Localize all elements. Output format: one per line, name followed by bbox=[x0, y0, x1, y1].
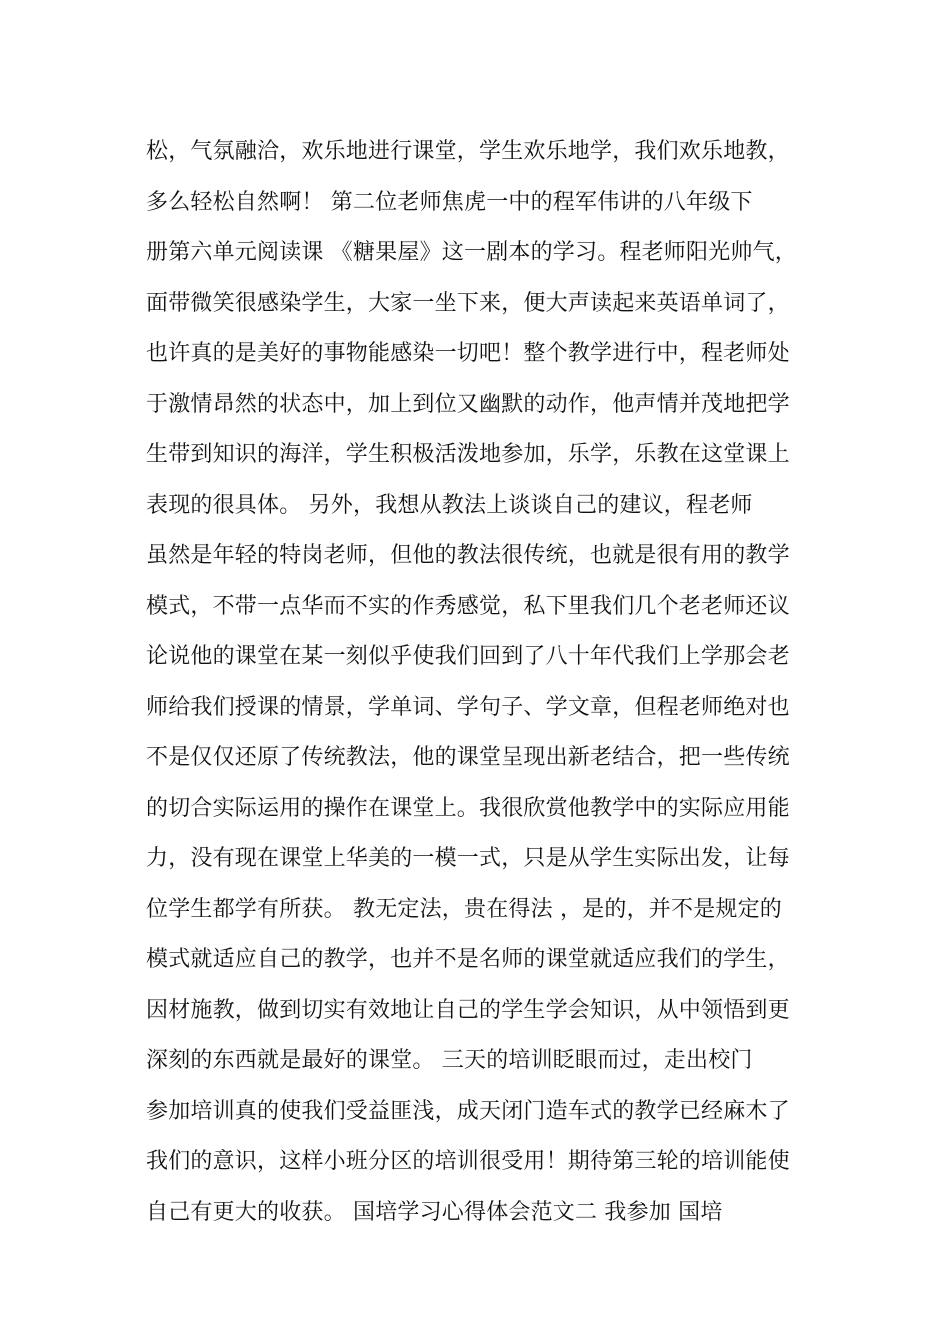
text-line: 的切合实际运用的操作在课堂上。我很欣赏他教学中的实际应用能 bbox=[146, 795, 790, 821]
text-line: 模式就适应自己的教学，也并不是名师的课堂就适应我们的学生， bbox=[146, 947, 790, 972]
text-line: 参加培训真的使我们受益匪浅，成天闭门造车式的教学已经麻木了 bbox=[146, 1098, 790, 1124]
text-line: 力，没有现在课堂上华美的一模一式，只是从学生实际出发，让每 bbox=[146, 846, 790, 871]
text-line: 表现的很具体。 另外，我想从教法上谈谈自己的建议，程老师 bbox=[146, 492, 753, 518]
text-line: 也许真的是美好的事物能感染一切吧！整个教学进行中，程老师处 bbox=[146, 341, 790, 366]
text-line: 不是仅仅还原了传统教法，他的课堂呈现出新老结合，把一些传统 bbox=[146, 745, 790, 770]
text-line: 松，气氛融洽，欢乐地进行课堂，学生欢乐地学，我们欢乐地教， bbox=[146, 139, 790, 164]
text-line: 深刻的东西就是最好的课堂。 三天的培训眨眼而过，走出校门 bbox=[146, 1048, 753, 1073]
text-line: 位学生都学有所获。 教无定法，贵在得法 ，是的，并不是规定的 bbox=[146, 896, 782, 922]
text-line: 于激情昂然的状态中，加上到位又幽默的动作，他声情并茂地把学 bbox=[146, 391, 790, 417]
text-line: 自己有更大的收获。 国培学习心得体会范文二 我参加 国培 bbox=[146, 1199, 723, 1225]
text-line: 我们的意识，这样小班分区的培训很受用！期待第三轮的培训能使 bbox=[146, 1149, 790, 1174]
text-line: 多么轻松自然啊！ 第二位老师焦虎一中的程军伟讲的八年级下 bbox=[146, 189, 753, 215]
text-line: 虽然是年轻的特岗老师，但他的教法很传统，也就是很有用的教学 bbox=[146, 543, 790, 568]
text-line: 因材施教，做到切实有效地让自己的学生学会知识，从中领悟到更 bbox=[146, 997, 790, 1023]
text-line: 册第六单元阅读课 《糖果屋》这一剧本的学习。程老师阳光帅气， bbox=[146, 240, 797, 265]
text-line: 生带到知识的海洋，学生积极活泼地参加，乐学，乐教在这堂课上 bbox=[146, 442, 790, 467]
body-text bbox=[146, 127, 816, 1238]
text-line: 论说他的课堂在某一刻似乎使我们回到了八十年代我们上学那会老 bbox=[146, 644, 790, 669]
text-line: 面带微笑很感染学生，大家一坐下来，便大声读起来英语单词了， bbox=[146, 290, 790, 316]
text-line: 模式，不带一点华而不实的作秀感觉，私下里我们几个老老师还议 bbox=[146, 593, 790, 619]
text-line: 师给我们授课的情景，学单词、学句子、学文章，但程老师绝对也 bbox=[146, 694, 790, 720]
